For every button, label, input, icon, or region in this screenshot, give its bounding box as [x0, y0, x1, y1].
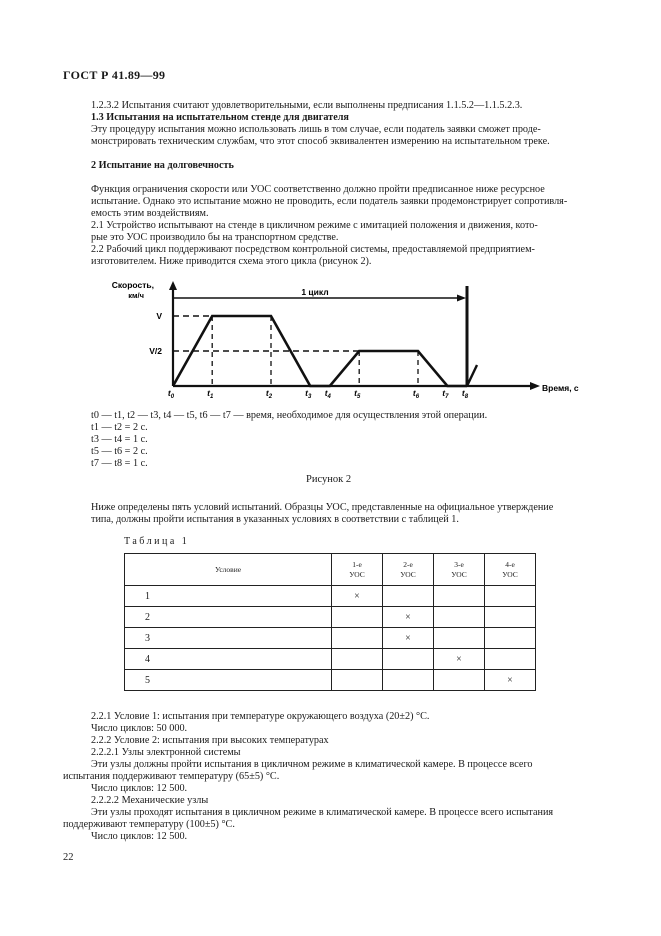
condition-cell: 1: [125, 586, 332, 607]
mark-cell: [332, 649, 383, 670]
table-row: [125, 649, 536, 670]
paragraph-2-line-1: Функция ограничения скорости или УОС соответственно должно пройти предписанное ниже ресурсное: [91, 184, 545, 195]
x-tick-label-t4: $t_4$: [324, 388, 331, 400]
table-row: [125, 628, 536, 649]
legend-line-4: t5 — t6 = 2 с.: [91, 446, 148, 457]
x-tick-label-t1: $t_1$: [207, 388, 214, 400]
header-uos-2: 2-е УОС: [383, 554, 434, 586]
page-number: 22: [63, 852, 74, 863]
legend-line-5: t7 — t8 = 1 с.: [91, 458, 148, 469]
mark-cell: [434, 670, 485, 691]
y-axis-label-line-1: Скорость,: [111, 280, 154, 290]
x-tick-label-t8: $t_8$: [461, 388, 469, 400]
section-2-2-2-2: 2.2.2.2 Механические узлы: [91, 795, 209, 806]
section-2-2-2-1: 2.2.2.1 Узлы электронной системы: [91, 747, 241, 758]
heading-2: 2 Испытание на долговечность: [91, 160, 234, 171]
paragraph-2-line-2: испытание. Однако это испытание можно не проводить, если податель заявки продемонстрирует сопротивля-: [91, 196, 568, 207]
mark-cell: [485, 649, 536, 670]
header-uos-3: 3-е УОС: [434, 554, 485, 586]
paragraph-2-1-line-1: 2.1 Устройство испытывают на стенде в цикличном режиме с имитацией положения и движения, кото-: [91, 220, 538, 231]
section-2-2-2-1-line-1: Эти узлы должны пройти испытания в цикличном режиме в климатической камере. В процессе всего: [91, 759, 533, 770]
header-uos-1: 1-е УОС: [332, 554, 383, 586]
paragraph-2-1-line-2: рые это УОС производило бы на транспортном средстве.: [91, 232, 339, 243]
section-2-2-1: 2.2.1 Условие 1: испытания при температуре окружающего воздуха (20±2) °С.: [91, 711, 430, 722]
mark-cell: [332, 670, 383, 691]
mark-cell: [332, 607, 383, 628]
cycle-chart: [111, 278, 579, 400]
legend-line-1: t0 — t1, t2 — t3, t4 — t5, t6 — t7 — время, необходимое для осуществления этой операции.: [91, 410, 488, 421]
condition-cell: 3: [125, 628, 332, 649]
legend-line-2: t1 — t2 = 2 с.: [91, 422, 148, 433]
mark-cell: [485, 628, 536, 649]
cycle-bracket-arrow: [457, 295, 466, 302]
section-2-2-2-2-line-2: поддерживают температуру (100±5) °С.: [63, 819, 235, 830]
condition-cell: 4: [125, 649, 332, 670]
section-2-2-2-1-line-2: испытания поддерживают температуру (65±5) °С.: [63, 771, 280, 782]
y-axis-label-line-2: км/ч: [128, 291, 144, 300]
mark-cell: [434, 628, 485, 649]
mark-cell: ×: [332, 586, 383, 607]
y-tick-label-v-half: V/2: [149, 346, 162, 356]
section-2-2-2: 2.2.2 Условие 2: испытания при высоких температурах: [91, 735, 329, 746]
mark-cell: ×: [383, 607, 434, 628]
condition-cell: 5: [125, 670, 332, 691]
mark-cell: [485, 586, 536, 607]
y-axis-arrow: [169, 281, 177, 290]
document-header: ГОСТ Р 41.89—99: [63, 68, 166, 82]
mark-cell: [485, 607, 536, 628]
paragraph-1-3-line-2: монстрировать техническим службам, что этот способ эквивалентен измерению на испытательном треке.: [91, 136, 550, 147]
mark-cell: [383, 586, 434, 607]
legend-line-3: t3 — t4 = 1 с.: [91, 434, 148, 445]
paragraph-2-line-3: емость этим воздействиям.: [91, 208, 209, 219]
paragraph-1-2-3-2: 1.2.3.2 Испытания считают удовлетворительными, если выполнены предписания 1.1.5.2—1.1.5.2.3.: [91, 100, 523, 111]
x-axis-label: Время, с: [542, 383, 579, 393]
section-2-2-1-cycles: Число циклов: 50 000.: [91, 723, 188, 734]
x-tick-label-t2: $t_2$: [265, 388, 273, 400]
x-tick-label-t5: $t_5$: [354, 388, 361, 400]
x-tick-label-t3: $t_3$: [305, 388, 312, 400]
section-2-2-2-2-line-1: Эти узлы проходят испытания в цикличном режиме в климатической камере. В процессе всего испытания: [91, 807, 554, 818]
x-tick-label-t7: $t_7$: [442, 388, 449, 400]
x-tick-label-t6: $t_6$: [412, 388, 420, 400]
figure-caption: Рисунок 2: [306, 474, 352, 485]
table-caption: Таблица 1: [124, 536, 190, 547]
table-row: [125, 670, 536, 691]
section-2-2-2-1-cycles: Число циклов: 12 500.: [91, 783, 188, 794]
mark-cell: ×: [383, 628, 434, 649]
table-header-row: [125, 554, 536, 586]
table-row: [125, 607, 536, 628]
table-row: [125, 586, 536, 607]
paragraph-2-2-line-2: изготовителем. Ниже приводится схема этого цикла (рисунок 2).: [91, 256, 372, 267]
conditions-paragraph-line-1: Ниже определены пять условий испытаний. Образцы УОС, представленные на официальное утверждение: [91, 502, 554, 513]
y-tick-label-v: V: [156, 311, 162, 321]
mark-cell: [332, 628, 383, 649]
x-tick-label-t0: $t_0$: [167, 388, 175, 400]
conditions-paragraph-line-2: типа, должны пройти испытания в указанных условиях в соответствии с таблицей 1.: [91, 514, 459, 525]
mark-cell: [434, 607, 485, 628]
header-uos-4: 4-е УОС: [485, 554, 536, 586]
mark-cell: ×: [485, 670, 536, 691]
mark-cell: ×: [434, 649, 485, 670]
mark-cell: [383, 670, 434, 691]
conditions-table: [124, 553, 536, 691]
paragraph-2-2-line-1: 2.2 Рабочий цикл поддерживают посредством контрольной системы, предоставляемой предприятием-: [91, 244, 535, 255]
x-axis-arrow: [530, 382, 540, 390]
condition-cell: 2: [125, 607, 332, 628]
paragraph-1-3-line-1: Эту процедуру испытания можно использовать лишь в том случае, если податель заявки сможет проде-: [91, 124, 541, 135]
mark-cell: [383, 649, 434, 670]
heading-1-3: 1.3 Испытания на испытательном стенде для двигателя: [91, 112, 349, 123]
header-condition: Условие: [125, 554, 332, 586]
mark-cell: [434, 586, 485, 607]
section-2-2-2-2-cycles: Число циклов: 12 500.: [91, 831, 188, 842]
cycle-label: 1 цикл: [301, 287, 329, 297]
